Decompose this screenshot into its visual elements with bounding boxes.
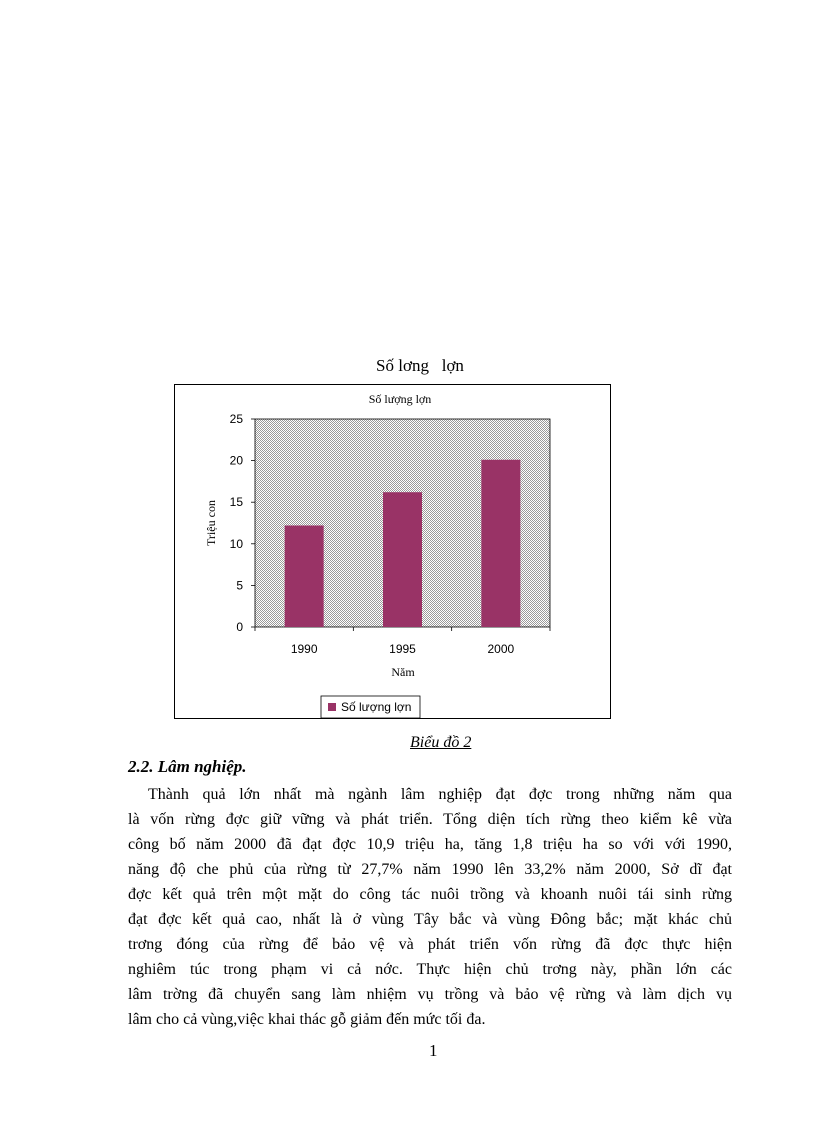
bar-2000 [481,460,520,627]
x-tick-label: 1995 [389,642,416,656]
x-tick-label: 1990 [290,642,318,656]
y-tick-label: 15 [229,495,243,510]
legend-label: Số lượng lợn [341,700,412,714]
paragraph-line: năng độ che phủ của rừng từ 27,7% năm 1990 lên 33,2% năm 2000, Sở dĩ đạt [128,861,732,878]
figure-caption: Biểu đồ 2 [410,734,472,751]
y-tick-label: 25 [229,412,243,426]
section-heading: 2.2. Lâm nghiệp. [128,757,247,776]
y-axis-label: Triệu con [204,500,218,546]
chart-frame [174,384,611,719]
page-number: 1 [429,1041,438,1060]
x-axis [255,627,550,656]
bar-chart [175,385,612,720]
paragraph-line: lâm cho cả vùng,việc khai thác gỗ giảm đến mức tối đa. [128,1011,486,1028]
x-tick-label: 2000 [487,642,515,656]
paragraph-line: đạt đợc kết quả cao, nhất là ở vùng Tây bắc và vùng Đông bắc; mặt khác chủ [128,911,732,928]
legend-swatch [328,703,336,711]
legend [321,696,420,718]
chart-outer-title: Số lơng lợn [376,356,464,375]
paragraph-line: trơng đóng của rừng để bảo vệ và phát triển vốn rừng đã đợc thực hiện [128,936,732,953]
x-axis-label: Năm [391,665,415,679]
paragraph-line: đợc kết quả trên một mặt do công tác nuôi trồng và khoanh nuôi tái sinh rừng [128,886,732,903]
paragraph-line: nghiêm túc trong phạm vi cả nớc. Thực hiện chủ trơng này, phần lớn các [128,961,732,978]
y-tick-label: 10 [229,536,243,551]
y-tick-label: 20 [229,453,243,468]
paragraph-line: công bố năm 2000 đã đạt đợc 10,9 triệu ha, tăng 1,8 triệu ha so với với 1990, [128,836,732,853]
paragraph-line: là vốn rừng đợc giữ vững và phát triển. Tổng diện tích rừng theo kiểm kê vừa [128,811,732,828]
paragraph-line: Thành quả lớn nhất mà ngành lâm nghiệp đạt đợc trong những năm qua [148,786,732,803]
paragraph-line: lâm trờng đã chuyển sang làm nhiệm vụ trồng và bảo vệ rừng và làm dịch vụ [128,986,732,1003]
chart-title: Số lượng lợn [368,392,432,406]
y-tick-label: 5 [236,578,243,593]
body-paragraph [128,782,732,1032]
bar-1995 [383,492,422,627]
y-axis [230,412,255,634]
y-tick-label: 0 [236,620,243,634]
bar-1990 [285,525,324,627]
